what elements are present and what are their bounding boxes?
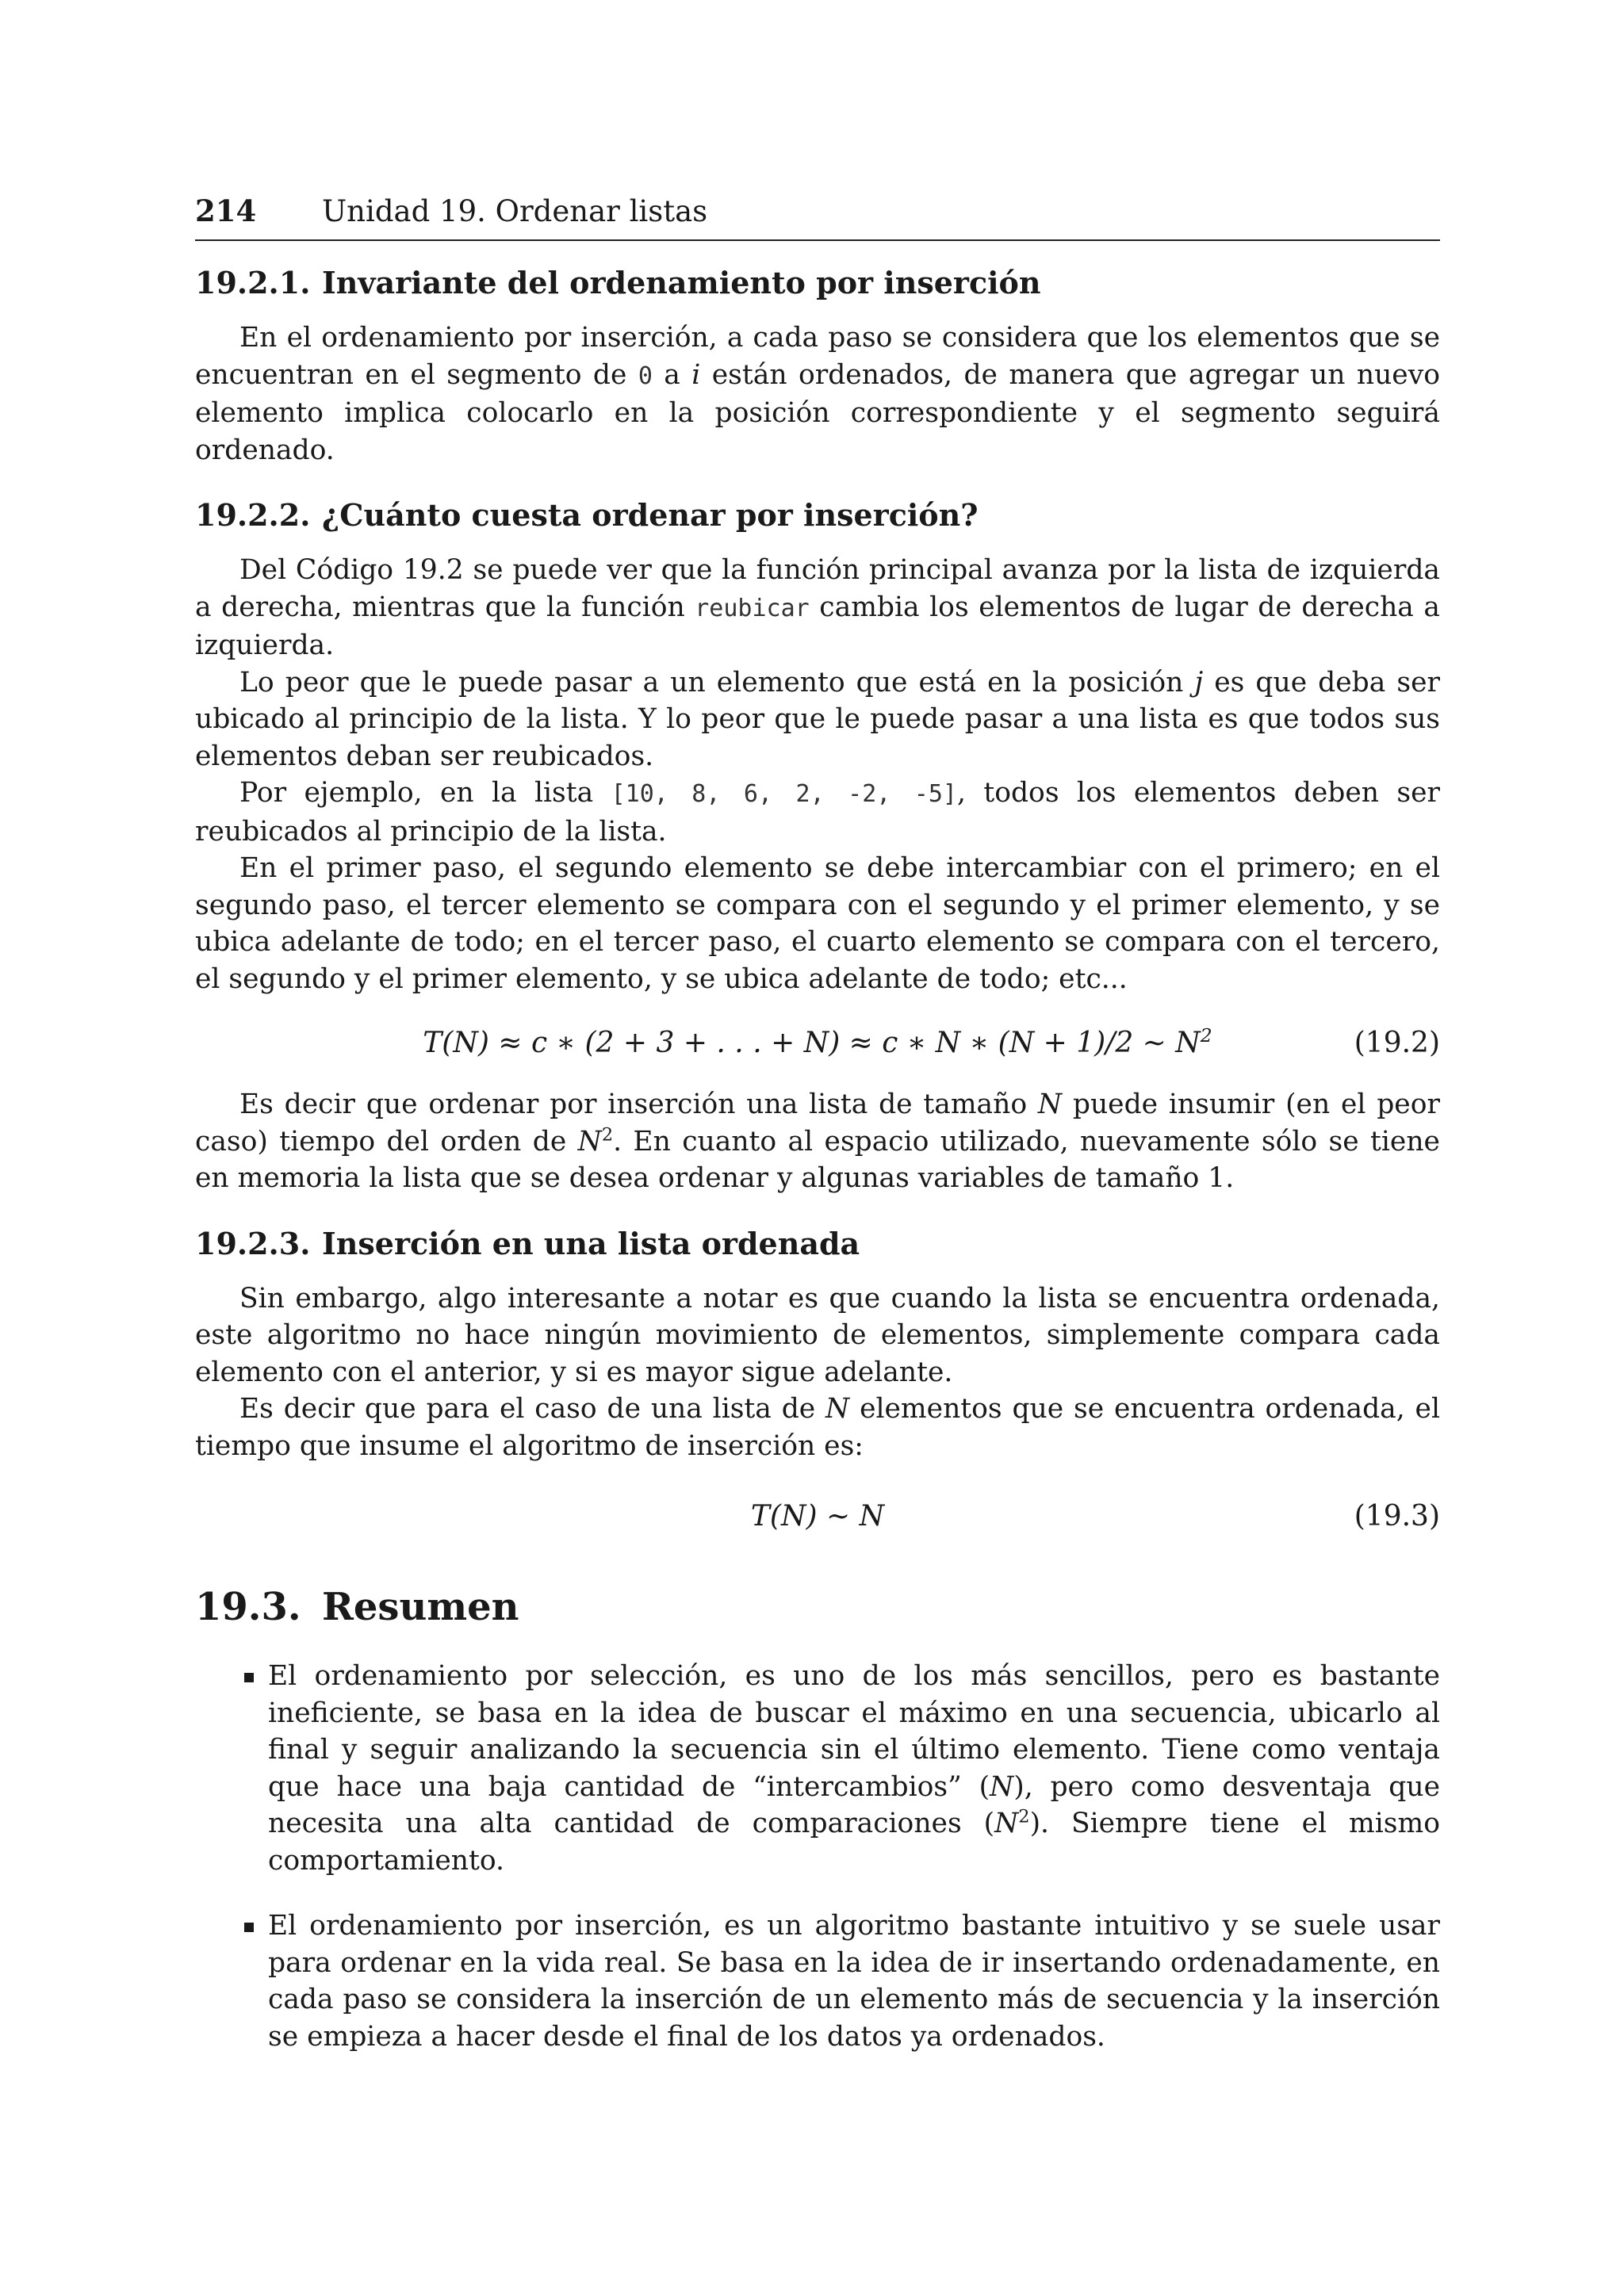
math-var: N (825, 1393, 850, 1425)
text: . En cuanto al espacio utilizado, nuevamente sólo se tiene en memoria la lista que se desea ordenar y algunas variables de tamaño 1. (195, 1125, 1440, 1194)
text: El ordenamiento por selección, es uno de los más sencillos, pero es bastante ineficiente, se basa en la idea de buscar el máximo en una secuencia, ubicarlo al final y seguir analizando la secuencia sin el último elemento. Tiene como ventaja que hace una baja cantidad de “intercambios” ( (268, 1660, 1440, 1803)
bullet-icon (244, 1673, 254, 1682)
section-heading-19-2-1 (195, 265, 1440, 300)
superscript: 2 (1018, 1806, 1030, 1827)
running-header (195, 193, 1440, 241)
page (195, 193, 1440, 2084)
math-var: N (994, 1808, 1019, 1839)
section-number: 19.3. (195, 1585, 301, 1629)
math-var: N (1037, 1089, 1063, 1120)
text: Es decir que ordenar por inserción una lista de tamaño (239, 1089, 1038, 1120)
section-body (195, 1280, 1440, 1541)
text: ). Siempre tiene el mismo comportamiento. (268, 1808, 1440, 1877)
text: Es decir que para el caso de una lista de (239, 1393, 826, 1425)
text: El ordenamiento por inserción, es un algoritmo bastante intuitivo y se suele usar para ordenar en la vida real. Se basa en la idea de ir insertando ordenadamente, en cada paso se considera la inserción de un elemento más de secuencia y la inserción se empieza a hacer desde el final de los datos ya ordenados. (268, 1910, 1440, 2053)
equation-19-2 (195, 1020, 1440, 1067)
text: Por ejemplo, en la lista (239, 777, 611, 809)
paragraph: Sin embargo, algo interesante a notar es que cuando la lista se encuentra ordenada, este algoritmo no hace ningún movimiento de elementos, simplemente compara cada elemento con el anterior, y si es mayor sigue adelante. (195, 1282, 1440, 1388)
superscript: 2 (1200, 1024, 1212, 1047)
section-heading-19-2-3 (195, 1226, 1440, 1261)
running-title: Unidad 19. Ordenar listas (322, 194, 708, 228)
section-title: Inserción en una lista ordenada (322, 1225, 860, 1261)
section-body (195, 552, 1440, 1197)
paragraph: En el primer paso, el segundo elemento se debe intercambiar con el primero; en el segundo paso, el tercer elemento se compara con el segundo y el primer elemento, y se ubica adelante de todo; en el tercer paso, el cuarto elemento se compara con el tercero, el segundo y el primer elemento, y se ubica adelante de todo; etc... (195, 852, 1440, 995)
paragraph (195, 1391, 1440, 1464)
text: puede insumir (en el peor caso) tiempo del orden de (195, 1089, 1440, 1158)
text: , todos los elementos deben ser reubicados al principio de la lista. (195, 777, 1440, 848)
equation-number: (19.3) (1354, 1500, 1440, 1533)
text: ), pero como desventaja que necesita una alta cantidad de comparaciones ( (268, 1770, 1440, 1839)
text: están ordenados, de manera que agregar un nuevo elemento implica colocarlo en la posición correspondiente y el segmento seguirá ordenado. (195, 358, 1440, 466)
section-number: 19.2.3. (195, 1225, 311, 1261)
paragraph (195, 552, 1440, 664)
list-item (195, 1658, 1440, 1879)
list-item (195, 1908, 1440, 2055)
section-heading-19-2-2 (195, 497, 1440, 533)
equation-19-3 (195, 1493, 1440, 1540)
code-inline: [10, 8, 6, 2, -2, -5] (611, 780, 957, 808)
code-inline: 0 (638, 362, 653, 390)
bullet-icon (244, 1923, 254, 1932)
section-title: Invariante del ordenamiento por inserción (322, 265, 1041, 300)
text: En el ordenamiento por inserción, a cada paso se considera que los elementos que se encuentran en el segmento de (195, 322, 1440, 391)
section-title: ¿Cuánto cuesta ordenar por inserción? (322, 497, 979, 533)
text: cambia los elementos de lugar de derecha a izquierda. (195, 591, 1440, 661)
equation-formula: T(N) ∼ N (750, 1500, 885, 1533)
paragraph (195, 664, 1440, 775)
superscript: 2 (601, 1124, 614, 1145)
section-heading-19-3 (195, 1585, 1440, 1629)
section-title: Resumen (322, 1585, 519, 1629)
paragraph (195, 320, 1440, 469)
summary-list (195, 1658, 1440, 2055)
page-number: 214 (195, 193, 257, 228)
paragraph (195, 775, 1440, 850)
math-var: N (577, 1125, 602, 1158)
section-number: 19.2.1. (195, 265, 311, 300)
section-number: 19.2.2. (195, 497, 311, 533)
section-body (195, 320, 1440, 469)
code-inline: reubicar (695, 594, 810, 622)
math-var: j (1194, 666, 1204, 698)
equation-number: (19.2) (1354, 1027, 1440, 1059)
math-var: i (691, 358, 701, 391)
paragraph (195, 1086, 1440, 1197)
text: a (652, 358, 692, 391)
formula-text: T(N) ≈ c ∗ (2 + 3 + . . . + N) ≈ c ∗ N ∗ (N + 1)/2 ∼ N (423, 1027, 1201, 1059)
text: elementos que se encuentra ordenada, el tiempo que insume el algoritmo de inserción es: (195, 1393, 1440, 1462)
equation-formula (195, 1020, 1440, 1067)
text: Del Código 19.2 se puede ver que la función principal avanza por la lista de izquierda a derecha, mientras que la función (195, 554, 1440, 623)
text: es que deba ser ubicado al principio de la lista. Y lo peor que le puede pasar a una lista es que todos sus elementos deban ser reubicados. (195, 666, 1440, 772)
text: Lo peor que le puede pasar a un elemento que está en la posición (239, 666, 1195, 698)
math-var: N (990, 1770, 1014, 1803)
